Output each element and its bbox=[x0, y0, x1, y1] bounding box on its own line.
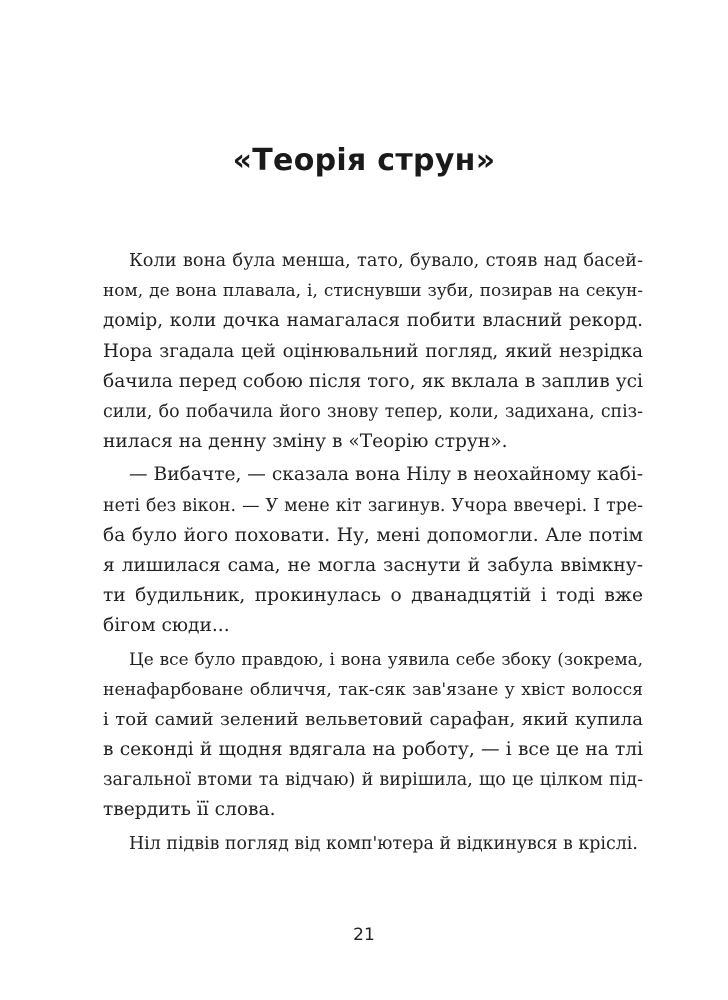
text-line: я лишилася сама, не могла заснути й забула ввімкну- bbox=[103, 554, 643, 576]
text-line: Ніл підвів погляд від комп'ютера й відкинувся в кріслі. bbox=[129, 833, 638, 854]
text-line: сили, бо побачила його знову тепер, коли, задихана, спіз- bbox=[103, 401, 643, 422]
text-line: нилася на денну зміну в «Теорію струн». bbox=[103, 431, 508, 453]
text-line: неті без вікон. — У мене кіт загинув. Учора ввечері. І тре- bbox=[103, 495, 643, 516]
page-number: 21 bbox=[353, 925, 375, 945]
text-line: бачила перед собою після того, як вклала в заплив усі bbox=[103, 370, 643, 392]
text-line: і той самий зелений вельветовий сарафан, який купила bbox=[103, 708, 643, 730]
text-line: Коли вона була менша, тато, бувало, стояв над басей- bbox=[129, 250, 643, 271]
text-line: ба було його поховати. Ну, мені допомогли. Але потім bbox=[103, 524, 643, 546]
body-text bbox=[103, 246, 643, 859]
text-line: загальної втоми та відчаю) й вирішила, що це цілком під- bbox=[103, 770, 643, 791]
text-line: в секонді й щодня вдягала на роботу, — і все це на тлі bbox=[103, 739, 643, 760]
text-line: Це все було правдою, і вона уявила себе збоку (зокрема, bbox=[129, 649, 643, 670]
text-line: — Вибачте, — сказала вона Нілу в неохайному кабі- bbox=[129, 464, 643, 486]
text-line: ти будильник, прокинулась о дванадцятій і тоді вже bbox=[103, 585, 643, 607]
text-line: твердить її слова. bbox=[103, 799, 276, 821]
text-line: бігом сюди... bbox=[103, 615, 230, 637]
text-line: Нора згадала цей оцінювальний погляд, який незрідка bbox=[103, 340, 643, 362]
text-line: домір, коли дочка намагалася побити власний рекорд. bbox=[103, 310, 643, 332]
text-line: ненафарбоване обличчя, так-сяк зав'язане у хвіст волосся bbox=[103, 679, 643, 700]
text-line: ном, де вона плавала, і, стиснувши зуби, позирав на секун- bbox=[103, 281, 643, 302]
chapter-title: «Теорія струн» bbox=[232, 143, 496, 178]
